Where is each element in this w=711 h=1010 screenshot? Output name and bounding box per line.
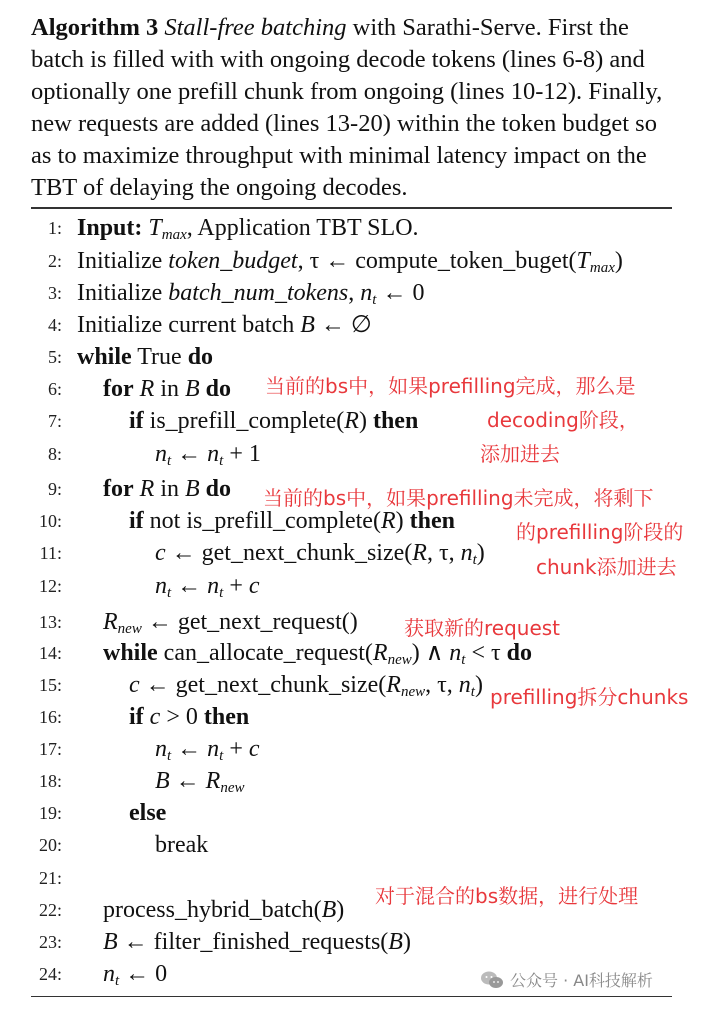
annotation-chunk-add: chunk添加进去 — [536, 555, 677, 579]
variable: n — [155, 736, 167, 762]
algorithm-title: Stall-free batching — [164, 14, 347, 41]
variable: B — [185, 476, 200, 502]
code-text: ← — [171, 441, 208, 467]
line-number: 3: — [47, 283, 62, 303]
subscript: t — [115, 973, 120, 989]
line-number: 17: — [38, 739, 62, 759]
annotation-split-chunks: prefilling拆分chunks — [490, 685, 689, 709]
line-code — [77, 245, 623, 277]
code-text: ) — [474, 672, 483, 698]
variable: R — [380, 508, 396, 534]
code-text: ← — [171, 736, 208, 762]
keyword: if — [129, 508, 144, 534]
code-text: ← 0 — [376, 280, 425, 306]
line-number: 15: — [38, 675, 62, 695]
keyword: do — [205, 476, 232, 502]
code-text: ← — [171, 573, 208, 599]
code-text: can_allocate_request( — [157, 640, 373, 666]
bottom-rule — [31, 996, 672, 997]
annotation-decode-complete: 当前的bs中，如果prefilling完成，那么是 — [265, 374, 636, 398]
annotation-new-request: 获取新的request — [404, 616, 561, 640]
annotation-prefill-incomplete: 当前的bs中，如果prefilling未完成，将剩下 — [263, 486, 654, 510]
keyword: do — [506, 640, 533, 666]
line-number: 24: — [38, 964, 62, 984]
keyword: if — [129, 408, 144, 434]
line-code — [129, 669, 483, 701]
variable: R — [386, 672, 401, 698]
subscript: t — [219, 453, 224, 469]
variable: n — [460, 540, 473, 566]
variable: T — [576, 248, 590, 274]
line-number: 11: — [39, 543, 62, 563]
line-number: 18: — [38, 771, 62, 791]
line-code — [155, 829, 208, 861]
keyword: else — [129, 800, 167, 826]
subscript: t — [219, 585, 224, 601]
algorithm-caption — [31, 12, 681, 204]
code-text: Initialize current batch — [77, 312, 301, 338]
line-number: 9: — [47, 479, 62, 499]
keyword: do — [205, 376, 232, 402]
code-text: , — [348, 280, 361, 306]
code-text: + — [223, 736, 249, 762]
variable: B — [103, 929, 118, 955]
subscript: t — [470, 684, 475, 700]
line-number: 16: — [38, 707, 62, 727]
code-text: ) — [614, 248, 623, 274]
line-number: 10: — [38, 511, 62, 531]
subscript: max — [589, 260, 615, 276]
keyword: then — [372, 408, 419, 434]
variable: B — [321, 897, 337, 923]
subscript: t — [167, 585, 172, 601]
line-code — [103, 926, 411, 958]
code-text: True — [131, 344, 188, 370]
code-text: ) — [476, 540, 485, 566]
subscript: new — [220, 780, 245, 796]
line-number: 4: — [47, 315, 62, 335]
line-code — [129, 405, 418, 437]
variable: n — [458, 672, 471, 698]
code-text: ← filter_finished_requests( — [117, 929, 389, 955]
code-text: ← — [169, 768, 206, 794]
keyword: Input: — [77, 215, 143, 241]
code-text: + 1 — [223, 441, 261, 467]
code-text: , Application TBT SLO. — [186, 215, 419, 241]
watermark — [480, 968, 653, 994]
line-number: 23: — [38, 932, 62, 952]
variable: R — [205, 768, 221, 794]
code-text: break — [155, 832, 209, 858]
variable: R — [139, 376, 155, 402]
keyword: for — [103, 376, 134, 402]
variable: token_budget — [168, 248, 298, 274]
line-number: 21: — [38, 868, 62, 888]
line-number: 19: — [38, 803, 62, 823]
code-text: ) — [395, 508, 410, 534]
line-code — [155, 438, 261, 470]
code-text: ) — [336, 897, 345, 923]
line-code — [155, 765, 245, 797]
line-number: 22: — [38, 900, 62, 920]
line-code — [129, 797, 166, 829]
variable: R — [372, 640, 388, 666]
variable: n — [207, 573, 220, 599]
variable: n — [207, 441, 220, 467]
algorithm-label: Algorithm 3 — [31, 14, 159, 41]
variable: B — [300, 312, 315, 338]
variable: n — [155, 441, 167, 467]
annotation-decoding-phase: decoding阶段， — [487, 408, 639, 432]
code-text: process_hybrid_batch( — [103, 897, 322, 923]
line-number: 6: — [47, 379, 62, 399]
subscript: t — [372, 292, 377, 308]
annotation-add-in: 添加进去 — [480, 442, 560, 466]
variable: c — [248, 573, 260, 599]
keyword: then — [203, 704, 250, 730]
code-text: ← get_next_chunk_size( — [165, 540, 413, 566]
code-text: ) — [358, 408, 373, 434]
code-text: ← 0 — [119, 961, 168, 987]
line-code — [103, 473, 231, 505]
code-text: ← ∅ — [314, 312, 372, 338]
subscript: t — [472, 552, 477, 568]
watermark-text: 公众号 · AI科技解析 — [510, 971, 653, 990]
variable: c — [248, 736, 260, 762]
caption-text: with Sarathi-Serve. First the batch is filled with with ongoing decode tokens (lines 6-8) and optionally one prefill chunk from ongoing (lines 10-12). Finally, new requests are added (lines 13-20) within the token budget so as to maximize throughput with minimal latency impact on the TBT of delaying the ongoing decodes. — [31, 14, 663, 201]
variable: T — [148, 215, 162, 241]
subscript: t — [219, 748, 224, 764]
code-text: in — [154, 376, 185, 402]
variable: B — [155, 768, 170, 794]
code-text: < τ — [465, 640, 507, 666]
annotation-hybrid-batch: 对于混合的bs数据，进行处理 — [375, 884, 639, 908]
variable: c — [155, 540, 166, 566]
variable: c — [129, 672, 140, 698]
code-text: ) ∧ — [411, 640, 450, 666]
variable: c — [149, 704, 161, 730]
line-code — [77, 309, 372, 341]
variable: n — [155, 573, 167, 599]
code-text: in — [154, 476, 185, 502]
code-text: not is_prefill_complete( — [143, 508, 381, 534]
line-number: 2: — [47, 251, 62, 271]
line-code — [103, 958, 167, 990]
line-number: 5: — [47, 347, 62, 367]
code-text: > 0 — [160, 704, 204, 730]
keyword: do — [187, 344, 214, 370]
subscript: new — [387, 652, 412, 668]
line-number: 1: — [47, 218, 62, 238]
variable: n — [207, 736, 220, 762]
variable: B — [185, 376, 200, 402]
code-text: , τ ← compute_token_buget( — [297, 248, 577, 274]
line-number: 7: — [47, 411, 62, 431]
line-code — [155, 570, 260, 602]
line-code — [155, 733, 260, 765]
code-text: , τ, — [426, 540, 461, 566]
line-code — [129, 701, 249, 733]
variable: n — [360, 280, 373, 306]
code-text: + — [223, 573, 249, 599]
variable: n — [449, 640, 462, 666]
line-code — [103, 894, 344, 926]
subscript: max — [161, 227, 187, 243]
annotation-prefill-phase: 的prefilling阶段的 — [516, 520, 684, 544]
subscript: t — [167, 748, 172, 764]
line-code — [103, 373, 231, 405]
line-code — [103, 606, 358, 638]
line-code — [155, 537, 485, 569]
variable: R — [344, 408, 359, 434]
line-number: 12: — [38, 576, 62, 596]
variable: batch_num_tokens — [168, 280, 349, 306]
code-text: ← get_next_request() — [141, 609, 358, 635]
keyword: if — [129, 704, 144, 730]
variable: B — [388, 929, 403, 955]
code-text: , τ, — [425, 672, 459, 698]
variable: R — [412, 540, 427, 566]
subscript: t — [461, 652, 466, 668]
line-number: 20: — [38, 835, 62, 855]
subscript: new — [400, 684, 426, 700]
keyword: then — [409, 508, 455, 534]
line-code — [77, 277, 424, 309]
line-number: 8: — [47, 444, 62, 464]
variable: n — [103, 961, 115, 987]
variable: R — [103, 609, 118, 635]
code-text: is_prefill_complete( — [143, 408, 345, 434]
subscript: new — [117, 621, 142, 637]
code-text: ) — [402, 929, 411, 955]
code-text: Initialize — [77, 280, 169, 306]
line-code — [77, 212, 419, 244]
code-text: Initialize — [77, 248, 169, 274]
top-rule — [31, 207, 672, 209]
keyword: while — [77, 344, 132, 370]
line-number: 14: — [38, 643, 62, 663]
keyword: while — [103, 640, 158, 666]
line-code — [77, 341, 213, 373]
line-number: 13: — [38, 612, 62, 632]
code-text: ← get_next_chunk_size( — [139, 672, 387, 698]
variable: R — [139, 476, 155, 502]
keyword: for — [103, 476, 134, 502]
subscript: t — [167, 453, 172, 469]
wechat-icon — [480, 970, 504, 994]
